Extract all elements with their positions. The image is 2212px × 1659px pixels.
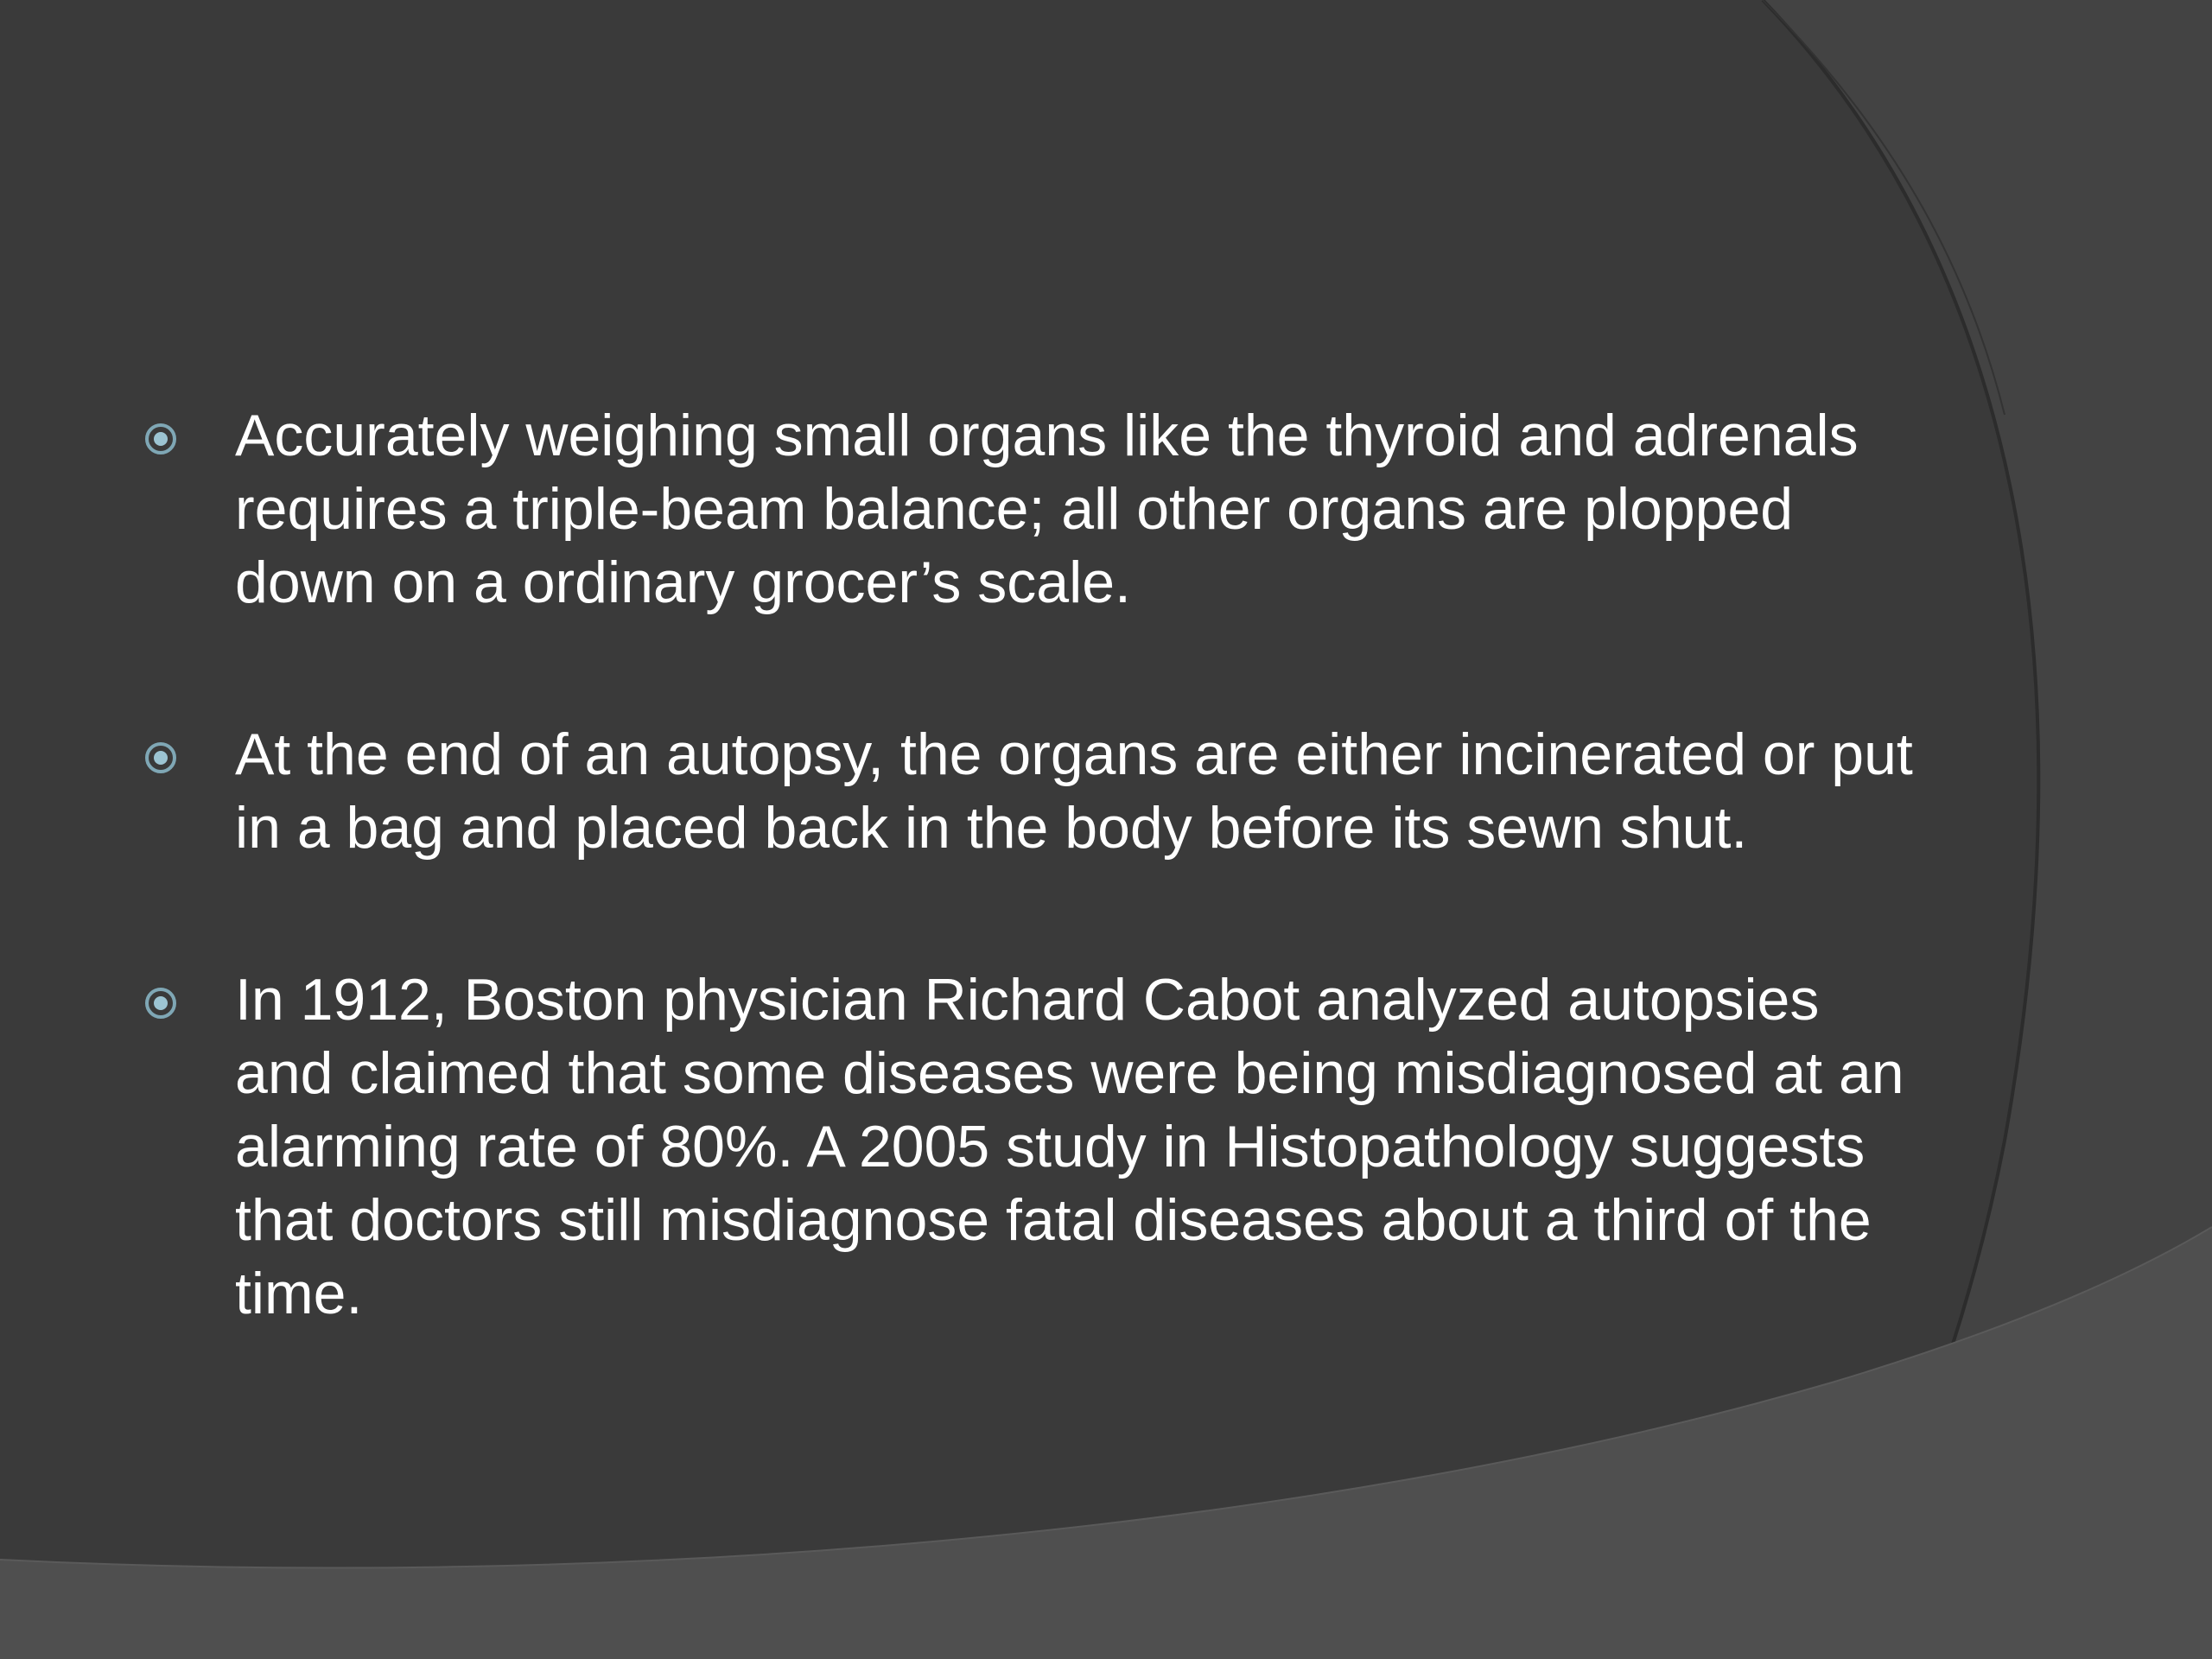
bullet-text: At the end of an autopsy, the organs are either incinerated or put in a bag and placed back in the body before its sewn shut. [235, 721, 1913, 861]
bullet-list [138, 399, 1918, 1429]
radio-target-icon [143, 741, 178, 775]
radio-target-icon [143, 986, 178, 1020]
bullet-text: Accurately weighing small organs like the thyroid and adrenals requires a triple-beam balance; all other organs are plopped down on a ordinary grocer’s scale. [235, 403, 1859, 615]
bullet-item-2 [138, 718, 1918, 865]
bullet-item-1 [138, 399, 1918, 620]
bullet-item-3 [138, 963, 1918, 1331]
radio-target-icon [143, 422, 178, 456]
bullet-text: In 1912, Boston physician Richard Cabot analyzed autopsies and claimed that some diseases were being misdiagnosed at an alarming rate of 80%. A 2005 study in Histopathology suggests that doctors still misdiagnose fatal diseases about a third of the time. [235, 967, 1904, 1326]
